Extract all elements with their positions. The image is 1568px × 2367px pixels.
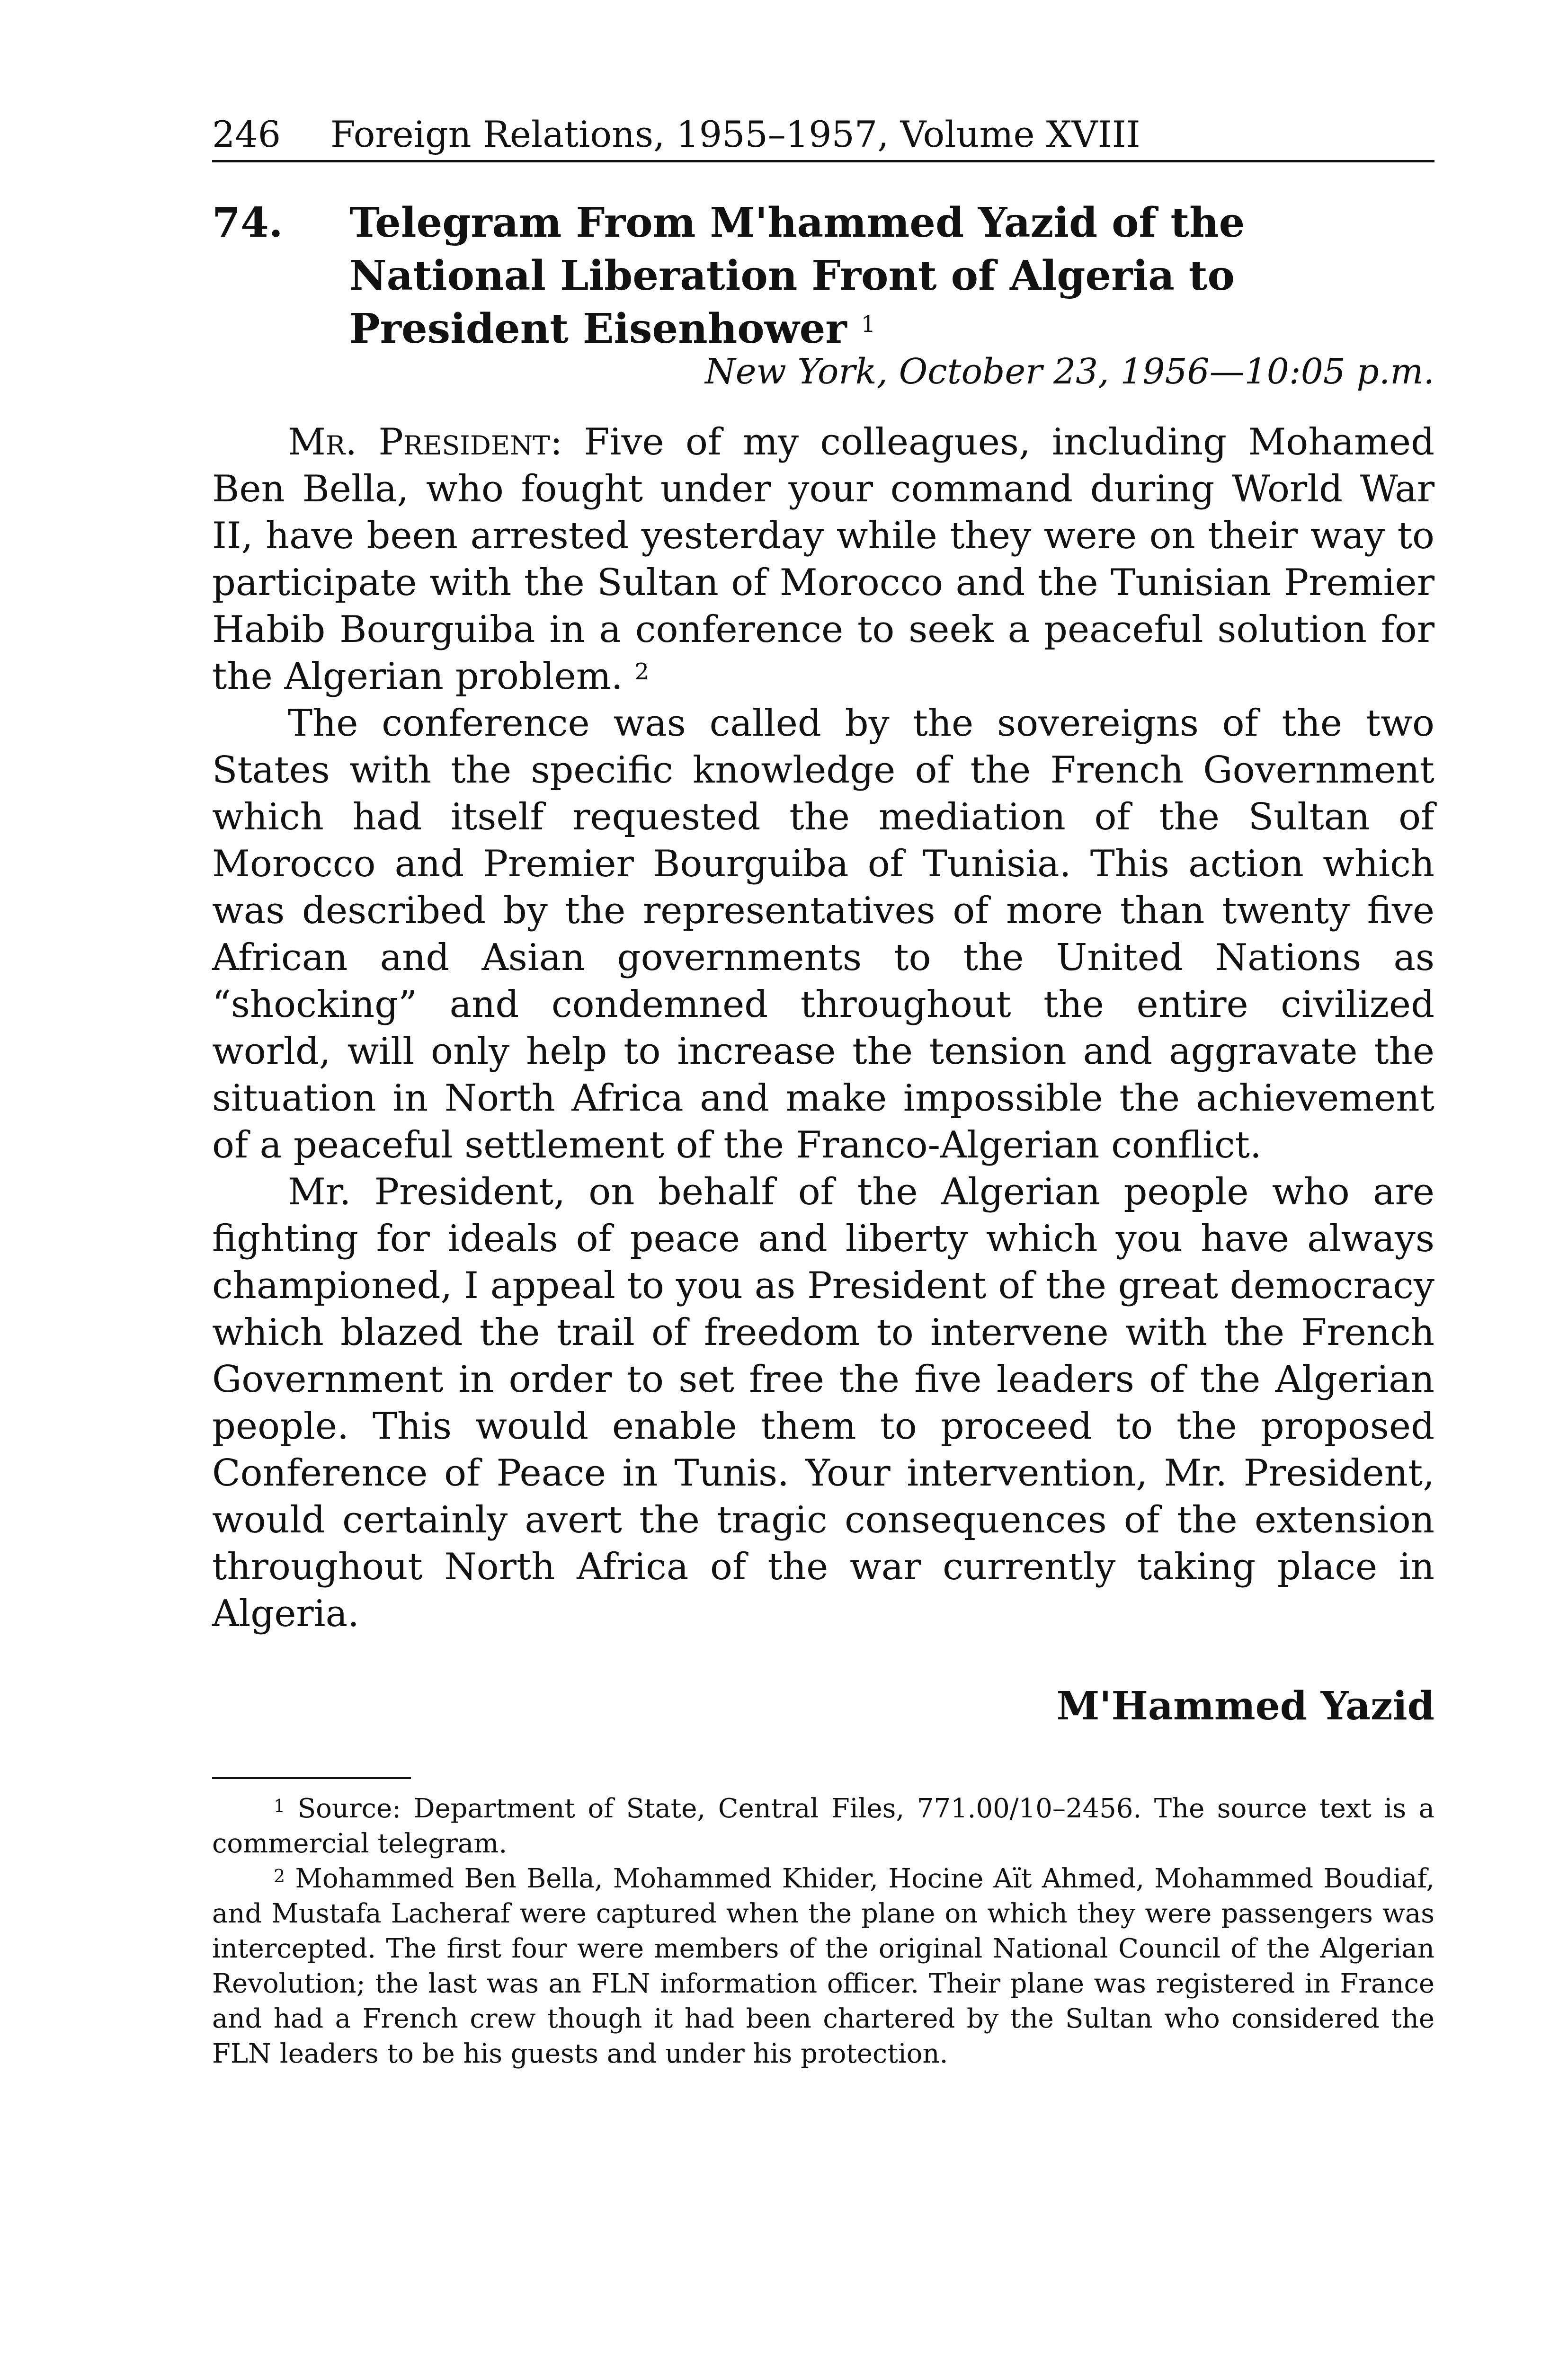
paragraph-2: The conference was called by the sovereigns of the two States with the specific knowledge of the French Government which had itself requested the mediation of the Sultan of Morocco and Premier Bourguiba of Tunisia. This action which was described by the representatives of more than twenty five African and Asian governments to the United Nations as “shocking” and condemned throughout the entire civilized world, will only help to increase the tension and aggravate the situation in North Africa and make impossible the achievement of a peaceful settlement of the Franco-Algerian conflict. (212, 702, 1434, 1166)
document-heading (212, 196, 1434, 353)
document-title: Telegram From M'hammed Yazid of the National Liberation Front of Algeria to President Eisenhower (349, 199, 1245, 353)
page-number: 246 (212, 113, 281, 155)
footnote-1-text: Source: Department of State, Central Files, 771.00/10–2456. The source text is a commercial telegram. (212, 1793, 1434, 1859)
dateline: New York, October 23, 1956—10:05 p.m. (705, 351, 1434, 392)
footnote-2 (212, 1861, 1434, 2072)
running-head (212, 109, 1434, 162)
signature: M'Hammed Yazid (1056, 1683, 1434, 1729)
footnote-2-text: Mohammed Ben Bella, Mohammed Khider, Hocine Aït Ahmed, Mohammed Boudiaf, and Mustafa Lacheraf were captured when the plane on which they were passengers was intercepted. The first four were members of the original National Council of the Algerian Revolution; the last was an FLN information officer. Their plane was registered in France and had a French crew though it had been chartered by the Sultan who considered the FLN leaders to be his guests and under his protection. (212, 1863, 1434, 2069)
footnote-1-mark: 1 (274, 1796, 285, 1816)
paragraph-3: Mr. President, on behalf of the Algerian people who are fighting for ideals of peace and liberty which you have always championed, I appeal to you as President of the great democracy which blazed the trail of freedom to intervene with the French Government in order to set free the five leaders of the Algerian people. This would enable them to proceed to the proposed Conference of Peace in Tunis. Your intervention, Mr. President, would certainly avert the tragic consequences of the extension throughout North Africa of the war currently taking place in Algeria. (212, 1171, 1434, 1635)
footnote-1 (212, 1791, 1434, 1861)
paragraph-1-text: Five of my colleagues, including Mohamed Ben Bella, who fought under your command during World War II, have been arrested yesterday while they were on their way to participate with the Sultan of Morocco and the Tunisian Premier Habib Bourguiba in a conference to seek a peaceful solution for the Algerian problem. (212, 421, 1434, 698)
footnote-2-mark: 2 (274, 1866, 285, 1886)
salutation: Mr. President: (288, 421, 563, 463)
telegram-body (212, 419, 1434, 1637)
document-page (212, 109, 1434, 2072)
document-title-block (349, 196, 1429, 356)
footnote-ref-1[interactable]: 1 (861, 311, 876, 338)
paragraph-1 (212, 419, 1434, 700)
footnotes (212, 1791, 1434, 2072)
publication-title: Foreign Relations, 1955–1957, Volume XVIII (330, 113, 1140, 155)
document-number: 74. (212, 199, 283, 247)
footnote-ref-2[interactable]: 2 (634, 658, 649, 685)
footnote-divider (212, 1777, 411, 1779)
